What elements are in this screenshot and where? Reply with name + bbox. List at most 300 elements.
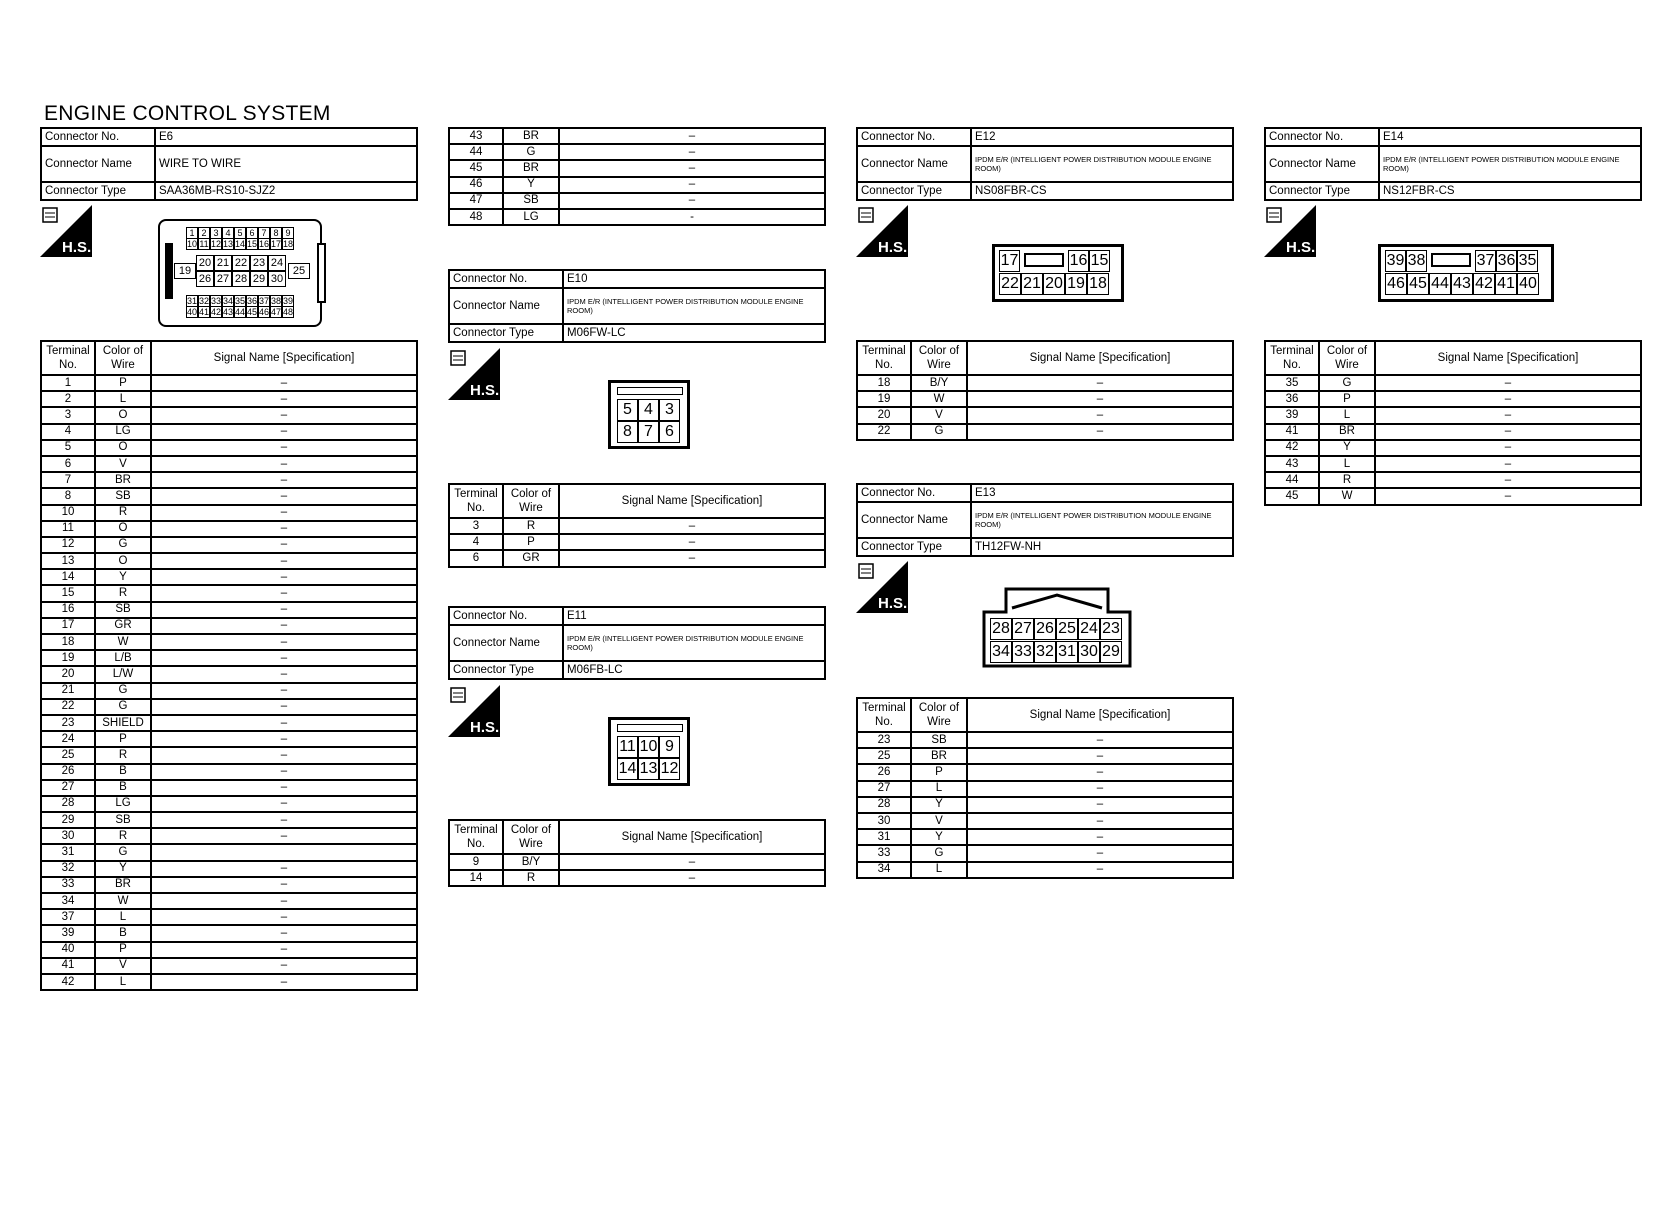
table-row (41, 683, 417, 699)
wire-color-cell: V (95, 456, 151, 472)
terminal-no-cell: 43 (449, 128, 503, 144)
e11-terminal-list (448, 819, 826, 887)
terminal-no-cell: 29 (41, 812, 95, 828)
e6-terminal-list-continued (448, 127, 826, 226)
table-row (449, 550, 825, 566)
connector-type-label: Connector Type (449, 324, 563, 342)
table-row (41, 812, 417, 828)
terminal-no-cell: 27 (41, 780, 95, 796)
connector-pin: 39 (1385, 250, 1406, 272)
terminal-no-cell: 3 (41, 407, 95, 423)
table-row (41, 925, 417, 941)
table-row (449, 534, 825, 550)
e14-header-table (1264, 127, 1642, 201)
e14-connector-type: NS12FBR-CS (1379, 182, 1641, 200)
wire-color-cell: P (1319, 391, 1375, 407)
connector-latch (1427, 250, 1475, 270)
connector-pin: 30 (268, 271, 286, 287)
e11-terminal-table (448, 819, 826, 887)
table-row (41, 488, 417, 504)
signal-name-cell: – (967, 764, 1233, 780)
table-row (41, 375, 417, 391)
connector-pin: 10 (638, 736, 659, 758)
wire-color-cell: W (1319, 488, 1375, 504)
connector-pin: 10 (187, 239, 198, 249)
connector-pin: 24 (1078, 618, 1100, 640)
terminal-no-cell: 39 (41, 925, 95, 941)
terminal-no-cell: 28 (857, 797, 911, 813)
hs-label: H.S. (878, 595, 908, 612)
connector-pin: 27 (214, 271, 232, 287)
connector-e6 (40, 127, 418, 201)
terminal-no-cell: 46 (449, 177, 503, 193)
wire-color-cell: Y (95, 569, 151, 585)
terminal-no-cell: 31 (41, 844, 95, 860)
table-row (449, 209, 825, 225)
table-row (41, 715, 417, 731)
wire-color-cell: R (95, 747, 151, 763)
wire-color-cell: P (95, 942, 151, 958)
wire-color-cell: G (95, 683, 151, 699)
terminal-no-cell: 3 (449, 518, 503, 534)
connector-pin: 26 (196, 271, 214, 287)
terminal-no-cell: 40 (41, 942, 95, 958)
wire-color-cell: L (95, 974, 151, 990)
wire-color-cell: O (95, 440, 151, 456)
connector-pin: 43 (223, 307, 234, 317)
wire-color-cell: L (911, 781, 967, 797)
e12-terminal-list (856, 340, 1234, 441)
signal-name-cell: – (559, 144, 825, 160)
signal-name-header: Signal Name [Specification] (967, 698, 1233, 732)
connector-pin: 15 (247, 239, 258, 249)
connector-latch (1020, 250, 1068, 270)
terminal-no-cell: 5 (41, 440, 95, 456)
terminal-no-cell: 6 (449, 550, 503, 566)
e6-connector-type: SAA36MB-RS10-SJZ2 (155, 182, 417, 200)
terminal-no-cell: 11 (41, 521, 95, 537)
e12-header-table (856, 127, 1234, 201)
signal-name-cell: – (151, 699, 417, 715)
table-row (857, 732, 1233, 748)
table-row (857, 862, 1233, 878)
connector-pin: 29 (250, 271, 268, 287)
connector-pin: 44 (235, 307, 246, 317)
wire-color-cell: SB (95, 602, 151, 618)
connector-pin: 21 (214, 255, 232, 271)
connector-pin: 29 (1100, 641, 1122, 663)
wire-color-cell: G (503, 144, 559, 160)
connector-pin: 32 (1034, 641, 1056, 663)
connector-pin: 34 (990, 641, 1012, 663)
signal-name-header: Signal Name [Specification] (559, 484, 825, 518)
signal-name-cell: – (151, 488, 417, 504)
connector-pin: 47 (271, 307, 282, 317)
connector-pin: 17 (271, 239, 282, 249)
signal-name-cell: – (967, 375, 1233, 391)
terminal-no-cell: 30 (857, 813, 911, 829)
signal-name-cell: – (559, 534, 825, 550)
signal-name-cell: – (559, 193, 825, 209)
wire-color-cell: SB (95, 488, 151, 504)
table-row (857, 781, 1233, 797)
signal-name-cell: – (967, 862, 1233, 878)
wire-color-cell: L (1319, 456, 1375, 472)
connector-pin: 23 (250, 255, 268, 271)
e13-connector-type: TH12FW-NH (971, 538, 1233, 556)
table-row (857, 748, 1233, 764)
connector-pin: 35 (1517, 250, 1538, 272)
wire-color-cell: SB (503, 193, 559, 209)
wire-color-cell: LG (95, 424, 151, 440)
terminal-no-cell: 6 (41, 456, 95, 472)
connector-pin: 33 (1012, 641, 1034, 663)
wire-color-cell: GR (95, 618, 151, 634)
e13-connector-no: E13 (971, 484, 1233, 502)
terminal-no-cell: 28 (41, 796, 95, 812)
signal-name-cell: – (151, 634, 417, 650)
connector-no-label: Connector No. (857, 484, 971, 502)
connector-no-label: Connector No. (449, 270, 563, 288)
signal-name-cell: – (151, 925, 417, 941)
signal-name-cell: – (967, 391, 1233, 407)
e10-connector-face (608, 380, 690, 449)
wire-color-cell: G (95, 844, 151, 860)
terminal-no-cell: 2 (41, 391, 95, 407)
table-row (1265, 391, 1641, 407)
table-row (41, 585, 417, 601)
signal-name-cell: – (151, 650, 417, 666)
terminal-no-cell: 25 (41, 747, 95, 763)
signal-name-cell: – (1375, 391, 1641, 407)
signal-name-cell: – (151, 472, 417, 488)
connector-pin: 32 (199, 296, 210, 306)
e10-header-table (448, 269, 826, 343)
signal-name-cell: – (559, 177, 825, 193)
signal-name-cell: – (151, 585, 417, 601)
wire-color-cell: BR (95, 877, 151, 893)
connector-pin: 31 (1056, 641, 1078, 663)
signal-name-cell: – (151, 683, 417, 699)
connector-pin: 6 (659, 421, 680, 443)
connector-pin: 4 (222, 227, 234, 239)
signal-name-cell: – (151, 909, 417, 925)
terminal-no-cell: 12 (41, 537, 95, 553)
harness-side-icon (448, 685, 500, 737)
connector-pin: 30 (1078, 641, 1100, 663)
connector-name-label: Connector Name (449, 625, 563, 661)
terminal-no-cell: 21 (41, 683, 95, 699)
wire-color-cell: BR (1319, 424, 1375, 440)
signal-name-cell: – (559, 854, 825, 870)
terminal-no-cell: 24 (41, 731, 95, 747)
signal-name-cell (151, 844, 417, 860)
wire-color-cell: Y (911, 829, 967, 845)
terminal-no-cell: 36 (1265, 391, 1319, 407)
terminal-no-header: Terminal No. (449, 820, 503, 854)
wire-color-cell: SB (911, 732, 967, 748)
wire-color-cell: BR (503, 128, 559, 144)
signal-name-cell: – (151, 537, 417, 553)
connector-pin: 7 (258, 227, 270, 239)
terminal-no-cell: 44 (1265, 472, 1319, 488)
connector-pin: 11 (199, 239, 209, 249)
wire-color-cell: Y (503, 177, 559, 193)
table-row (857, 375, 1233, 391)
e13-connector-name: IPDM E/R (INTELLIGENT POWER DISTRIBUTION MODULE ENGINE ROOM) (971, 502, 1233, 538)
signal-name-cell: – (151, 877, 417, 893)
e14-connector-no: E14 (1379, 128, 1641, 146)
signal-name-cell: – (151, 893, 417, 909)
connector-pin: 12 (659, 758, 680, 780)
wire-color-cell: W (95, 893, 151, 909)
signal-name-cell: – (1375, 488, 1641, 504)
connector-pin: 36 (1496, 250, 1517, 272)
signal-name-cell: – (151, 569, 417, 585)
signal-name-cell: – (151, 731, 417, 747)
table-row (41, 909, 417, 925)
connector-pin: 33 (211, 296, 222, 306)
table-row (41, 893, 417, 909)
table-row (41, 553, 417, 569)
terminal-no-cell: 23 (857, 732, 911, 748)
wire-color-cell: L/B (95, 650, 151, 666)
signal-name-cell: – (151, 375, 417, 391)
signal-name-cell: – (151, 747, 417, 763)
table-row (41, 764, 417, 780)
connector-pin: 22 (232, 255, 250, 271)
terminal-no-header: Terminal No. (857, 341, 911, 375)
connector-pin: 40 (1517, 273, 1539, 295)
connector-pin: 39 (283, 296, 294, 306)
table-row (41, 391, 417, 407)
connector-type-label: Connector Type (449, 661, 563, 679)
connector-pin: 45 (247, 307, 258, 317)
table-row (857, 813, 1233, 829)
signal-name-header: Signal Name [Specification] (559, 820, 825, 854)
connector-pin: 19 (1065, 273, 1087, 295)
terminal-no-cell: 17 (41, 618, 95, 634)
table-row (449, 854, 825, 870)
terminal-no-cell: 22 (857, 424, 911, 440)
signal-name-header: Signal Name [Specification] (1375, 341, 1641, 375)
terminal-no-header: Terminal No. (1265, 341, 1319, 375)
wire-color-cell: R (503, 518, 559, 534)
signal-name-cell: – (151, 618, 417, 634)
connector-pin: 40 (187, 307, 198, 317)
terminal-no-cell: 39 (1265, 407, 1319, 423)
e11-connector-no: E11 (563, 607, 825, 625)
terminal-no-cell: 9 (449, 854, 503, 870)
connector-pin: 43 (1451, 273, 1473, 295)
connector-pin: 9 (282, 227, 294, 239)
terminal-no-cell: 48 (449, 209, 503, 225)
terminal-no-cell: 4 (449, 534, 503, 550)
table-row (1265, 440, 1641, 456)
connector-pin: 36 (247, 296, 258, 306)
table-row (41, 569, 417, 585)
e10-terminal-table (448, 483, 826, 568)
connector-pin: 13 (638, 758, 659, 780)
terminal-no-header: Terminal No. (857, 698, 911, 732)
connector-pin: 16 (1068, 250, 1089, 272)
terminal-no-cell: 20 (857, 407, 911, 423)
terminal-no-cell: 42 (41, 974, 95, 990)
signal-name-cell: – (151, 828, 417, 844)
e6-terminal-table (40, 340, 418, 991)
harness-side-icon (1264, 205, 1316, 257)
table-row (41, 537, 417, 553)
hs-label: H.S. (1286, 239, 1316, 256)
table-row (41, 505, 417, 521)
connector-pin: 26 (1034, 618, 1056, 640)
signal-name-cell: – (151, 407, 417, 423)
connector-pin: 18 (283, 239, 294, 249)
connector-name-label: Connector Name (449, 288, 563, 324)
signal-name-cell: – (967, 424, 1233, 440)
terminal-no-cell: 1 (41, 375, 95, 391)
signal-name-cell: – (151, 715, 417, 731)
wire-color-cell: W (911, 391, 967, 407)
terminal-no-cell: 44 (449, 144, 503, 160)
connector-pin: 5 (617, 399, 638, 421)
connector-pin: 28 (990, 618, 1012, 640)
wire-color-cell: GR (503, 550, 559, 566)
wire-color-cell: BR (503, 160, 559, 176)
e11-connector-face (608, 717, 690, 786)
e12-connector-name: IPDM E/R (INTELLIGENT POWER DISTRIBUTION MODULE ENGINE ROOM) (971, 146, 1233, 182)
signal-name-header: Signal Name [Specification] (967, 341, 1233, 375)
table-row (41, 699, 417, 715)
signal-name-cell: – (151, 764, 417, 780)
wire-color-cell: Y (95, 861, 151, 877)
signal-name-cell: – (151, 505, 417, 521)
wire-color-cell: G (1319, 375, 1375, 391)
terminal-no-cell: 42 (1265, 440, 1319, 456)
terminal-no-cell: 16 (41, 602, 95, 618)
wire-color-cell: B/Y (503, 854, 559, 870)
table-row (1265, 472, 1641, 488)
wire-color-cell: SHIELD (95, 715, 151, 731)
signal-name-cell: – (151, 666, 417, 682)
terminal-no-cell: 47 (449, 193, 503, 209)
table-row (41, 861, 417, 877)
table-row (857, 424, 1233, 440)
e14-connector-face (1378, 244, 1554, 302)
table-row (41, 472, 417, 488)
wire-color-cell: BR (95, 472, 151, 488)
wire-color-cell: L/W (95, 666, 151, 682)
terminal-no-cell: 22 (41, 699, 95, 715)
harness-side-icon (448, 348, 500, 400)
terminal-no-cell: 45 (449, 160, 503, 176)
connector-e14 (1264, 127, 1642, 201)
terminal-no-cell: 14 (449, 870, 503, 886)
signal-name-cell: – (151, 812, 417, 828)
table-row (41, 440, 417, 456)
e11-connector-type: M06FB-LC (563, 661, 825, 679)
table-row (41, 521, 417, 537)
terminal-no-cell: 14 (41, 569, 95, 585)
connector-pin: 2 (198, 227, 210, 239)
table-row (449, 144, 825, 160)
e12-connector-type: NS08FBR-CS (971, 182, 1233, 200)
terminal-no-cell: 18 (857, 375, 911, 391)
wire-color-cell: V (911, 813, 967, 829)
connector-pin: 41 (1495, 273, 1517, 295)
table-row (41, 942, 417, 958)
hs-label: H.S. (470, 719, 500, 736)
table-row (41, 666, 417, 682)
connector-no-label: Connector No. (41, 128, 155, 146)
connector-no-label: Connector No. (857, 128, 971, 146)
table-row (857, 797, 1233, 813)
connector-pin: 38 (271, 296, 282, 306)
table-row (41, 974, 417, 990)
connector-pin: 45 (1407, 273, 1429, 295)
terminal-no-cell: 19 (857, 391, 911, 407)
connector-pin: 46 (1385, 273, 1407, 295)
color-of-wire-header: Color of Wire (911, 341, 967, 375)
signal-name-cell: – (559, 518, 825, 534)
wire-color-cell: O (95, 407, 151, 423)
terminal-no-cell: 37 (41, 909, 95, 925)
table-row (857, 764, 1233, 780)
table-row (41, 731, 417, 747)
terminal-no-cell: 30 (41, 828, 95, 844)
terminal-no-cell: 32 (41, 861, 95, 877)
signal-name-cell: – (151, 942, 417, 958)
connector-pin: 15 (1089, 250, 1110, 272)
wire-color-cell: L (95, 909, 151, 925)
signal-name-cell: – (151, 602, 417, 618)
terminal-no-cell: 31 (857, 829, 911, 845)
e6-connector-name: WIRE TO WIRE (155, 146, 417, 182)
signal-name-cell: – (967, 797, 1233, 813)
wire-color-cell: L (1319, 407, 1375, 423)
e10-connector-type: M06FW-LC (563, 324, 825, 342)
harness-side-icon (856, 561, 908, 613)
terminal-no-cell: 13 (41, 553, 95, 569)
connector-pin: 28 (232, 271, 250, 287)
e13-terminal-table (856, 697, 1234, 879)
color-of-wire-header: Color of Wire (503, 484, 559, 518)
signal-name-cell: - (559, 209, 825, 225)
signal-name-cell: – (1375, 407, 1641, 423)
table-row (1265, 488, 1641, 504)
table-row (41, 828, 417, 844)
signal-name-cell: – (1375, 375, 1641, 391)
connector-name-label: Connector Name (41, 146, 155, 182)
wire-color-cell: R (95, 585, 151, 601)
table-row (449, 518, 825, 534)
table-row (41, 634, 417, 650)
connector-pin: 46 (259, 307, 270, 317)
signal-name-cell: – (559, 550, 825, 566)
e10-terminal-list (448, 483, 826, 568)
connector-pin: 8 (617, 421, 638, 443)
wire-color-cell: O (95, 521, 151, 537)
e11-connector-name: IPDM E/R (INTELLIGENT POWER DISTRIBUTION MODULE ENGINE ROOM) (563, 625, 825, 661)
table-row (1265, 456, 1641, 472)
connector-no-label: Connector No. (1265, 128, 1379, 146)
wire-color-cell: V (911, 407, 967, 423)
signal-name-cell: – (151, 440, 417, 456)
table-row (41, 877, 417, 893)
wire-color-cell: L (95, 391, 151, 407)
table-row (41, 747, 417, 763)
wire-color-cell: G (911, 424, 967, 440)
